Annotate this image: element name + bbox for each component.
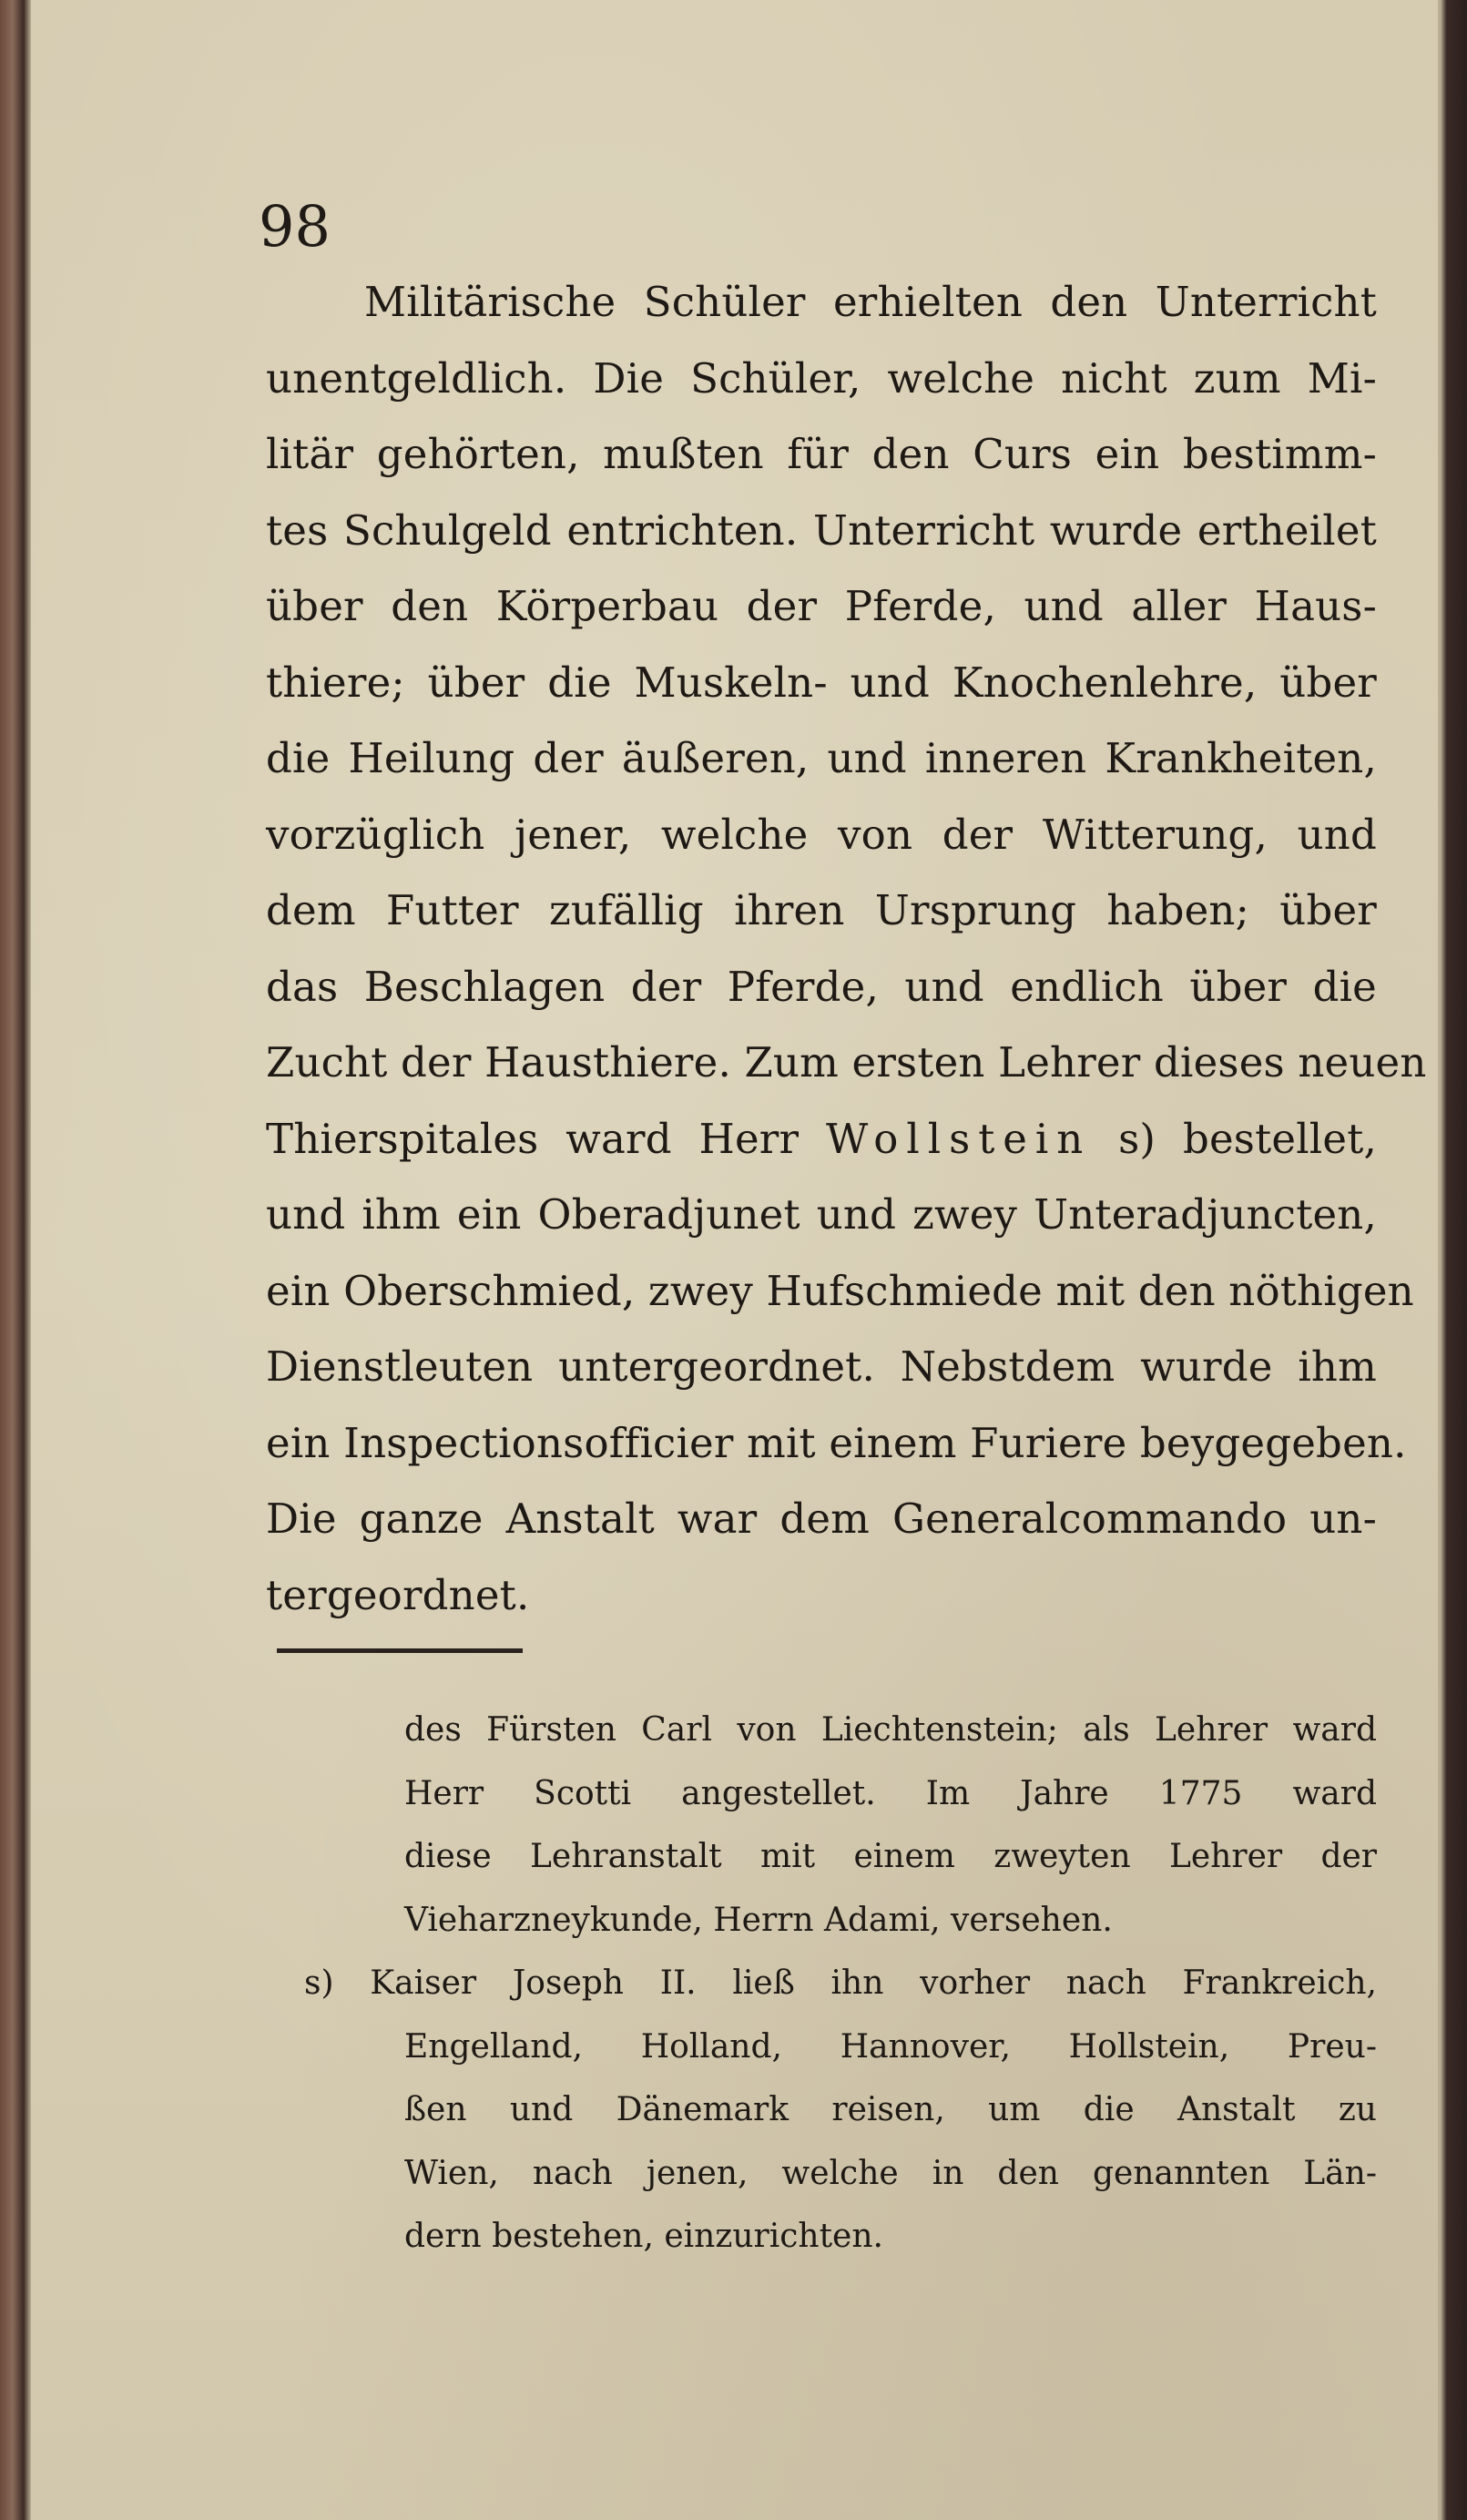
text-line: Dienstleuten untergeordnet. Nebstdem wurde ihm	[266, 1342, 1377, 1391]
text-line: Militärische Schüler erhielten den Unterricht	[364, 278, 1377, 326]
text-line: Die ganze Anstalt war dem Generalcommando un-	[266, 1495, 1377, 1543]
text-line: tes Schulgeld entrichten. Unterricht wurde ertheilet	[266, 505, 1377, 555]
paper-sheet	[31, 0, 1438, 2520]
text-line: litär gehörten, mußten für den Curs ein bestimm-	[266, 430, 1377, 478]
text-line: thiere; über die Muskeln- und Knochenlehre, über	[266, 658, 1377, 707]
footnote-line: Vieharzneykunde, Herrn Adami, versehen.	[404, 1901, 1113, 1939]
text-line: über den Körperbau der Pferde, und aller Haus-	[266, 582, 1377, 630]
text-line: das Beschlagen der Pferde, und endlich über die	[266, 962, 1377, 1011]
footnotes	[304, 1699, 1377, 2269]
spaced-name-wollstein: Wollstein	[826, 1114, 1092, 1163]
text-line: ein Inspectionsofficier mit einem Furiere beygegeben.	[266, 1418, 1407, 1467]
footnote-line: Engelland, Holland, Hannover, Hollstein, Preu-	[404, 2027, 1377, 2066]
text-line: Zucht der Hausthiere. Zum ersten Lehrer dieses neuen	[266, 1038, 1427, 1087]
text-line: und ihm ein Oberadjunet und zwey Unteradjuncten,	[266, 1190, 1377, 1239]
text-segment: Thierspitales ward Herr	[266, 1114, 800, 1163]
text-line: vorzüglich jener, welche von der Witterung, und	[266, 810, 1377, 859]
footnote-line: Herr Scotti angestellet. Im Jahre 1775 ward	[404, 1774, 1377, 1812]
footnote-line: dern bestehen, einzurichten.	[404, 2218, 883, 2255]
footnote-line: des Fürsten Carl von Liechtenstein; als Lehrer ward	[404, 1711, 1377, 1749]
main-text	[266, 264, 1427, 1633]
footnote-separator	[277, 1648, 523, 1653]
text-line: dem Futter zufällig ihren Ursprung haben; über	[266, 886, 1377, 934]
footnote-line: diese Lehranstalt mit einem zweyten Lehrer der	[404, 1838, 1377, 1875]
footnote-line: ßen und Dänemark reisen, um die Anstalt zu	[404, 2091, 1377, 2128]
footnote-line: Wien, nach jenen, welche in den genannten Län-	[404, 2154, 1377, 2192]
text-line-with-name	[266, 1101, 1377, 1178]
footnote-reference: s) bestellet,	[1118, 1114, 1378, 1163]
footnote-s: s) Kaiser Joseph II. ließ ihn vorher nach Frankreich,	[304, 1964, 1377, 2002]
text-line: ein Oberschmied, zwey Hufschmiede mit den nöthigen	[266, 1266, 1414, 1315]
page-number: 98	[259, 193, 331, 260]
text-line: tergeordnet.	[266, 1570, 530, 1619]
text-line: die Heilung der äußeren, und inneren Krankheiten,	[266, 734, 1377, 782]
text-line: unentgeldlich. Die Schüler, welche nicht zum Mi-	[266, 353, 1377, 403]
